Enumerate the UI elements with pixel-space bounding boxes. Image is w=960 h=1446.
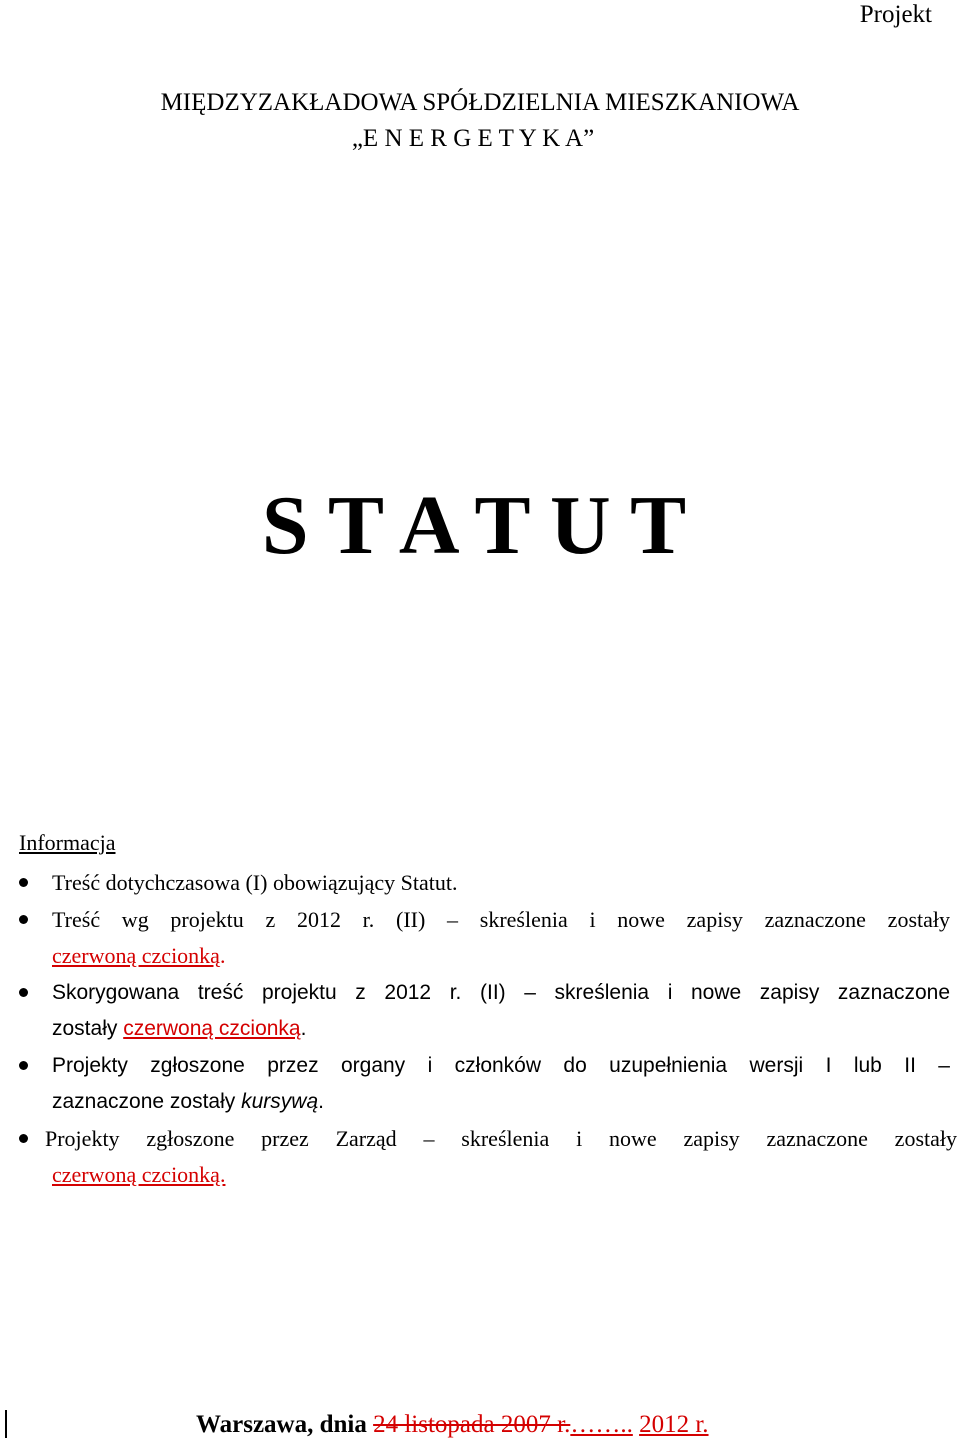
red-text: czerwoną czcionką <box>52 943 220 968</box>
info-item-3-line2 <box>52 1014 306 1044</box>
plain-text-end: . <box>318 1090 324 1113</box>
red-text: czerwoną czcionką <box>123 1017 301 1040</box>
red-text-end: . <box>219 943 226 968</box>
plain-text-end: . <box>300 1017 307 1040</box>
bullet-icon <box>19 878 28 887</box>
plain-text: zaznaczone zostały <box>52 1090 242 1113</box>
cooperative-subtitle: „E N E R G E T Y K A” <box>351 125 595 152</box>
red-text: czerwoną czcionką. <box>52 1162 226 1187</box>
info-item-5-line2 <box>52 1160 225 1190</box>
draft-label: Projekt <box>859 1 932 28</box>
cooperative-name: MIĘDZYZAKŁADOWA SPÓŁDZIELNIA MIESZKANIOWA <box>160 89 800 116</box>
document-title: S T A T U T <box>261 479 687 572</box>
info-heading: Informacja <box>19 830 116 855</box>
info-item-2-line1: Treść wg projektu z 2012 r. (II) – skreślenia i nowe zapisy zaznaczone zostały <box>52 907 950 932</box>
info-item-4-line2 <box>52 1087 324 1117</box>
info-item-4-line1: Projekty zgłoszone przez organy i członków do uzupełnienia wersji I lub II – <box>52 1054 950 1077</box>
bullet-icon <box>19 988 28 997</box>
italic-text: kursywą <box>241 1090 319 1113</box>
bullet-icon <box>19 1134 28 1143</box>
plain-text: zostały <box>52 1017 124 1040</box>
place-date-prefix: Warszawa, dnia <box>196 1411 374 1438</box>
info-item-3-line1: Skorygowana treść projektu z 2012 r. (II) – skreślenia i nowe zapisy zaznaczone <box>52 981 950 1004</box>
text-cursor <box>5 1410 7 1438</box>
info-item-2-line2 <box>52 941 225 971</box>
bullet-icon <box>19 915 28 924</box>
place-date-line <box>196 1408 709 1442</box>
info-item-1: Treść dotychczasowa (I) obowiązujący Statut. <box>52 870 458 895</box>
bullet-icon <box>19 1061 28 1070</box>
info-item-5-line1: Projekty zgłoszone przez Zarząd – skreślenia i nowe zapisy zaznaczone zostały <box>45 1126 957 1151</box>
date-dots: …….. <box>570 1411 633 1438</box>
struck-old-date: 24 listopada 2007 r. <box>373 1411 571 1438</box>
new-date: 2012 r. <box>639 1411 709 1438</box>
